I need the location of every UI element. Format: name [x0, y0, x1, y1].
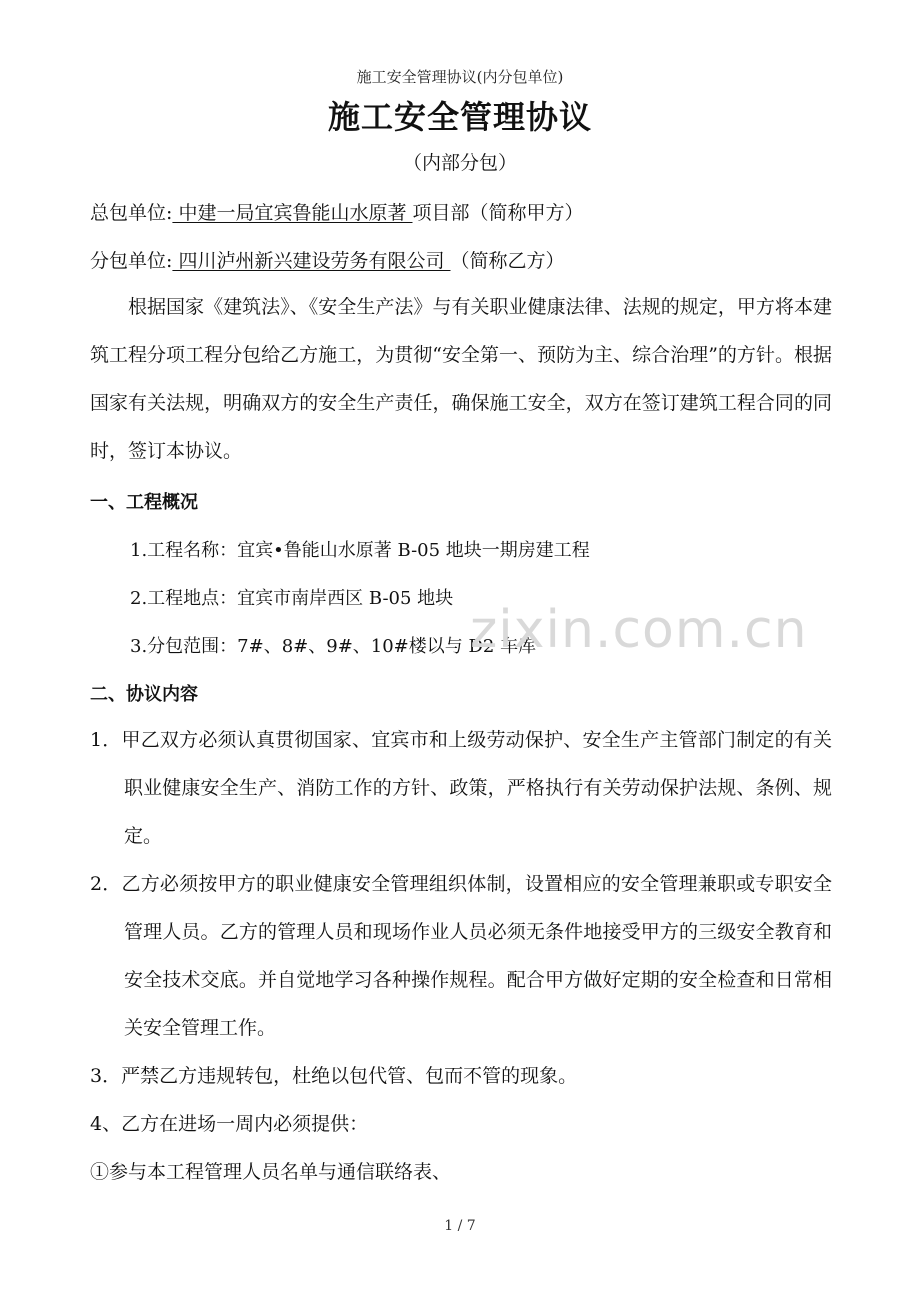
agreement-clause-4: 4、乙方在进场一周内必须提供：	[90, 1113, 369, 1135]
page-number: 1 / 7	[444, 1218, 476, 1234]
section-heading-overview: 一、工程概况	[90, 492, 198, 513]
overview-item-location: 2.工程地点：宜宾市南岸西区 B-05 地块	[130, 588, 454, 609]
general-contractor-label: 总包单位:	[90, 202, 173, 224]
subcontractor-name: 四川泸州新兴建设劳务有限公司	[172, 250, 451, 272]
agreement-clause-1: 1．甲乙双方必须认真贯彻国家、宜宾市和上级劳动保护、安全生产主管部门制定的有关职业健康安全生产、消防工作的方针、政策，严格执行有关劳动保护法规、条例、规定。	[90, 729, 832, 847]
general-contractor-suffix: 项目部（简称甲方）	[412, 202, 584, 224]
subcontractor-suffix: （简称乙方）	[450, 250, 565, 272]
overview-item-name: 1.工程名称：宜宾•鲁能山水原著 B-05 地块一期房建工程	[130, 540, 590, 561]
section-heading-agreement: 二、协议内容	[90, 684, 198, 705]
general-contractor-line	[90, 198, 584, 225]
watermark: zixin.com.cn	[470, 600, 808, 660]
general-contractor-name: 中建一局宜宾鲁能山水原著	[172, 202, 413, 224]
overview-item-scope: 3.分包范围：7#、8#、9#、10#楼以与 D2 车库	[130, 636, 537, 657]
agreement-clause-3: 3．严禁乙方违规转包，杜绝以包代管、包而不管的现象。	[90, 1065, 578, 1087]
agreement-subitem-1: ①参与本工程管理人员名单与通信联络表、	[90, 1161, 452, 1183]
agreement-clause-2: 2．乙方必须按甲方的职业健康安全管理组织体制，设置相应的安全管理兼职或专职安全管理人员。乙方的管理人员和现场作业人员必须无条件地接受甲方的三级安全教育和安全技术交底。并自觉地学习各种操作规程。配合甲方做好定期的安全检查和日常相关安全管理工作。	[90, 873, 832, 1039]
subcontractor-line	[90, 246, 565, 273]
intro-paragraph: 根据国家《建筑法》、《安全生产法》与有关职业健康法律、法规的规定，甲方将本建筑工程分项工程分包给乙方施工，为贯彻“安全第一、预防为主、综合治理”的方针。根据国家有关法规，明确双方的安全生产责任，确保施工安全，双方在签订建筑工程合同的同时，签订本协议。	[90, 296, 832, 462]
document-subtitle: （内部分包）	[402, 152, 517, 174]
subcontractor-label: 分包单位:	[90, 250, 173, 272]
document-title: 施工安全管理协议	[327, 98, 592, 136]
running-header: 施工安全管理协议(内分包单位)	[356, 68, 564, 86]
